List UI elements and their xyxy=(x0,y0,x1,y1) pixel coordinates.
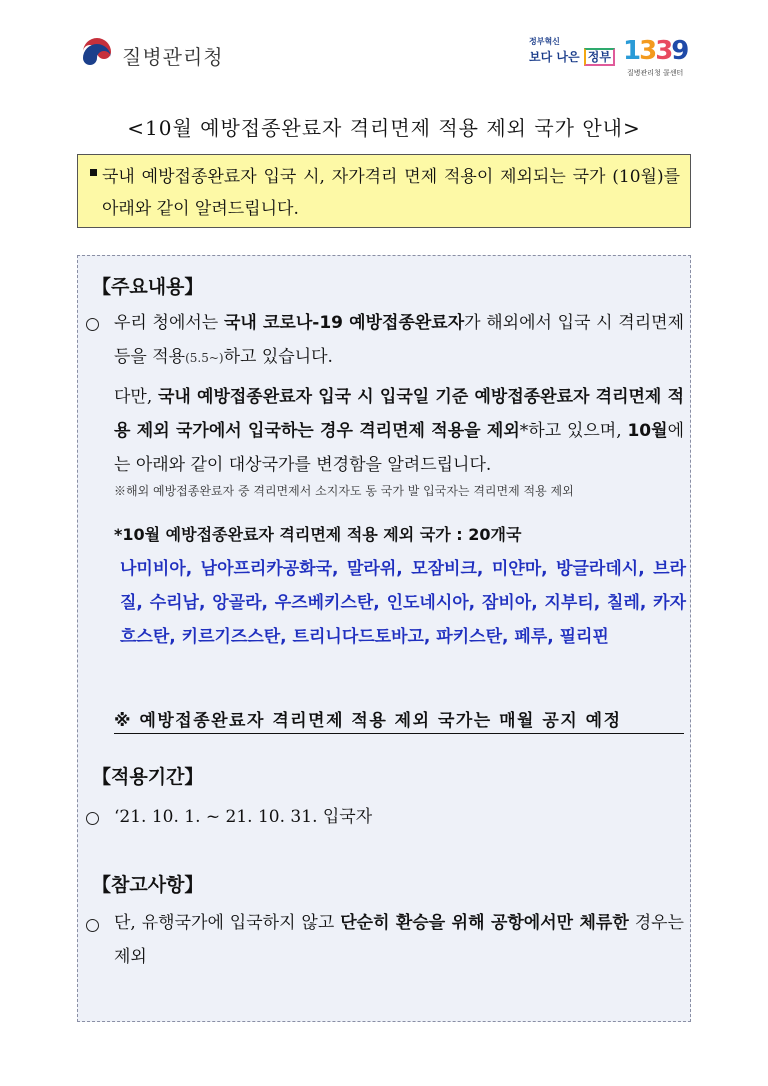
main-paragraph-2 xyxy=(114,380,684,482)
country-list-title: *10월 예방접종완료자 격리면제 적용 제외 국가 : 20개국 xyxy=(114,525,522,544)
date-note: (5.5~) xyxy=(185,351,224,365)
notice-box xyxy=(77,154,691,228)
agency-logo xyxy=(80,38,224,72)
taegeuk-emblem-icon xyxy=(80,38,114,72)
notice-text: 국내 예방접종완료자 입국 시, 자가격리 면제 적용이 제외되는 국가 (10월)를 아래와 같이 알려드립니다. xyxy=(102,167,680,219)
gov-slogan-highlight: 정부 xyxy=(584,48,615,66)
hotline-caption: 질병관리청 콜센터 xyxy=(627,69,684,77)
hotline-digit: 3 xyxy=(639,36,656,66)
excluded-country-list: 나미비아, 남아프리카공화국, 말라위, 모잠비크, 미얀마, 방글라데시, 브라질, 수리남, 앙골라, 우즈베키스탄, 인도네시아, 잠비아, 지부티, 칠레, 카자흐스탄, 키르기즈스탄, 트리니다드토바고, 파키스탄, 페루, 필리핀 xyxy=(120,559,686,647)
text-run: 우리 청에서는 xyxy=(114,313,224,333)
text-run: 하고 있습니다. xyxy=(223,347,333,367)
gov-innovation-label: 정부혁신 xyxy=(529,37,560,46)
section-heading-reference: 【참고사항】 xyxy=(92,874,204,896)
hotline-digit: 1 xyxy=(623,36,640,66)
monthly-notice: ※ 예방접종완료자 격리면제 적용 제외 국가는 매월 공지 예정 xyxy=(114,706,684,734)
main-paragraph-1 xyxy=(114,306,684,375)
content-panel xyxy=(77,255,691,1022)
government-logos xyxy=(527,34,697,78)
text-run: *하고 있으며, xyxy=(519,421,622,441)
circle-bullet-icon xyxy=(86,318,99,331)
section-heading-main: 【주요내용】 xyxy=(92,276,204,298)
emphasis-text: 단순히 환승을 위해 공항에서만 체류한 xyxy=(340,913,629,933)
hotline-logo xyxy=(623,36,687,66)
section-heading-period: 【적용기간】 xyxy=(92,766,204,788)
square-bullet-icon xyxy=(90,169,97,176)
emphasis-text: 국내 코로나-19 예방접종완료자 xyxy=(223,313,465,333)
gov-slogan-text: 보다 나은 xyxy=(529,50,580,64)
text-run: 다만, xyxy=(114,387,158,407)
circle-bullet-icon xyxy=(86,919,99,932)
text-run: 경우는 제외 xyxy=(114,913,684,967)
hotline-digit: 9 xyxy=(671,36,688,66)
footnote: ※해외 예방접종완료자 중 격리면제서 소지자도 동 국가 발 입국자는 격리면제 적용 제외 xyxy=(114,484,574,498)
text-run: 단, 유행국가에 입국하지 않고 xyxy=(114,913,341,933)
text-run: 에는 아래와 같이 대상국가를 변경함을 알려드립니다. xyxy=(114,421,684,475)
circle-bullet-icon xyxy=(86,812,99,825)
hotline-digit: 3 xyxy=(655,36,672,66)
document-title: <10월 예방접종완료자 격리면제 적용 제외 국가 안내> xyxy=(127,116,641,140)
reference-paragraph xyxy=(114,906,684,974)
emphasis-text: 10월 xyxy=(627,421,668,441)
emphasis-text: 국내 예방접종완료자 입국 시 입국일 기준 예방접종완료자 격리면제 적용 제외 국가에서 입국하는 경우 격리면제 적용을 제외 xyxy=(114,387,684,441)
gov-slogan xyxy=(529,48,615,65)
document-header xyxy=(0,0,768,90)
text-run: 가 해외에서 입국 시 격리면제 등을 적용 xyxy=(114,313,684,367)
application-period: ‘21. 10. 1. ~ 21. 10. 31. 입국자 xyxy=(114,807,373,827)
agency-name: 질병관리청 xyxy=(122,44,224,69)
